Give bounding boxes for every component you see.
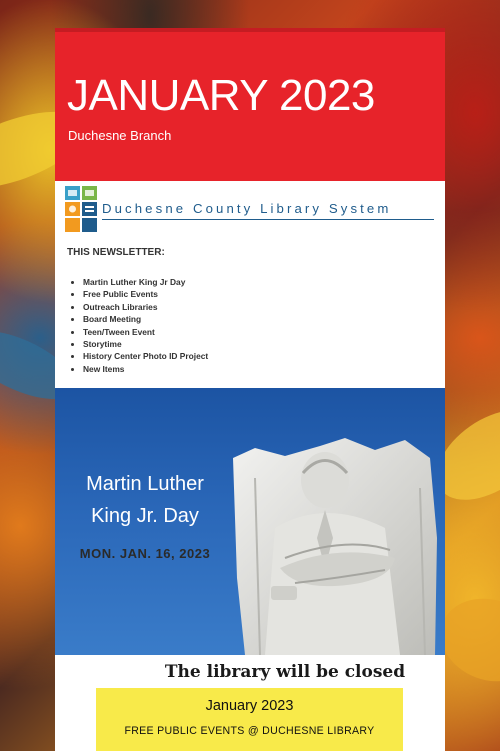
mlk-title: Martin Luther King Jr. Day [86, 473, 204, 527]
toc-item-history-center[interactable]: • History Center Photo ID Project [83, 350, 208, 362]
closed-notice: The library will be closed [164, 662, 406, 682]
toc-item-teen-event[interactable]: • Teen/Tween Event [83, 326, 208, 338]
library-logo [65, 186, 437, 234]
toc-item-free-events[interactable]: • Free Public Events [83, 288, 208, 300]
toc-item-new-items[interactable]: • New Items [83, 363, 208, 375]
logo-divider [102, 219, 434, 220]
mlk-statue-image [225, 418, 443, 655]
header-banner [55, 28, 445, 181]
events-subtitle: FREE PUBLIC EVENTS @ DUCHESNE LIBRARY [124, 725, 375, 737]
mlk-day-banner [55, 388, 445, 655]
library-logo-icon [65, 186, 97, 232]
library-system-name: Duchesne County Library System [102, 201, 392, 216]
table-of-contents [67, 276, 208, 375]
branch-name: Duchesne Branch [68, 128, 172, 143]
newsletter-page [55, 28, 445, 751]
toc-heading: THIS NEWSLETTER: [67, 247, 165, 258]
toc-item-board-meeting[interactable]: • Board Meeting [83, 313, 208, 325]
toc-item-storytime[interactable]: • Storytime [83, 338, 208, 350]
toc-item-mlk-day[interactable]: • Martin Luther King Jr Day [83, 276, 208, 288]
mlk-date: MON. JAN. 16, 2023 [79, 546, 211, 561]
page-title: JANUARY 2023 [67, 71, 375, 120]
toc-item-outreach[interactable]: • Outreach Libraries [83, 301, 208, 313]
events-banner [96, 688, 403, 751]
events-month: January 2023 [205, 698, 294, 714]
